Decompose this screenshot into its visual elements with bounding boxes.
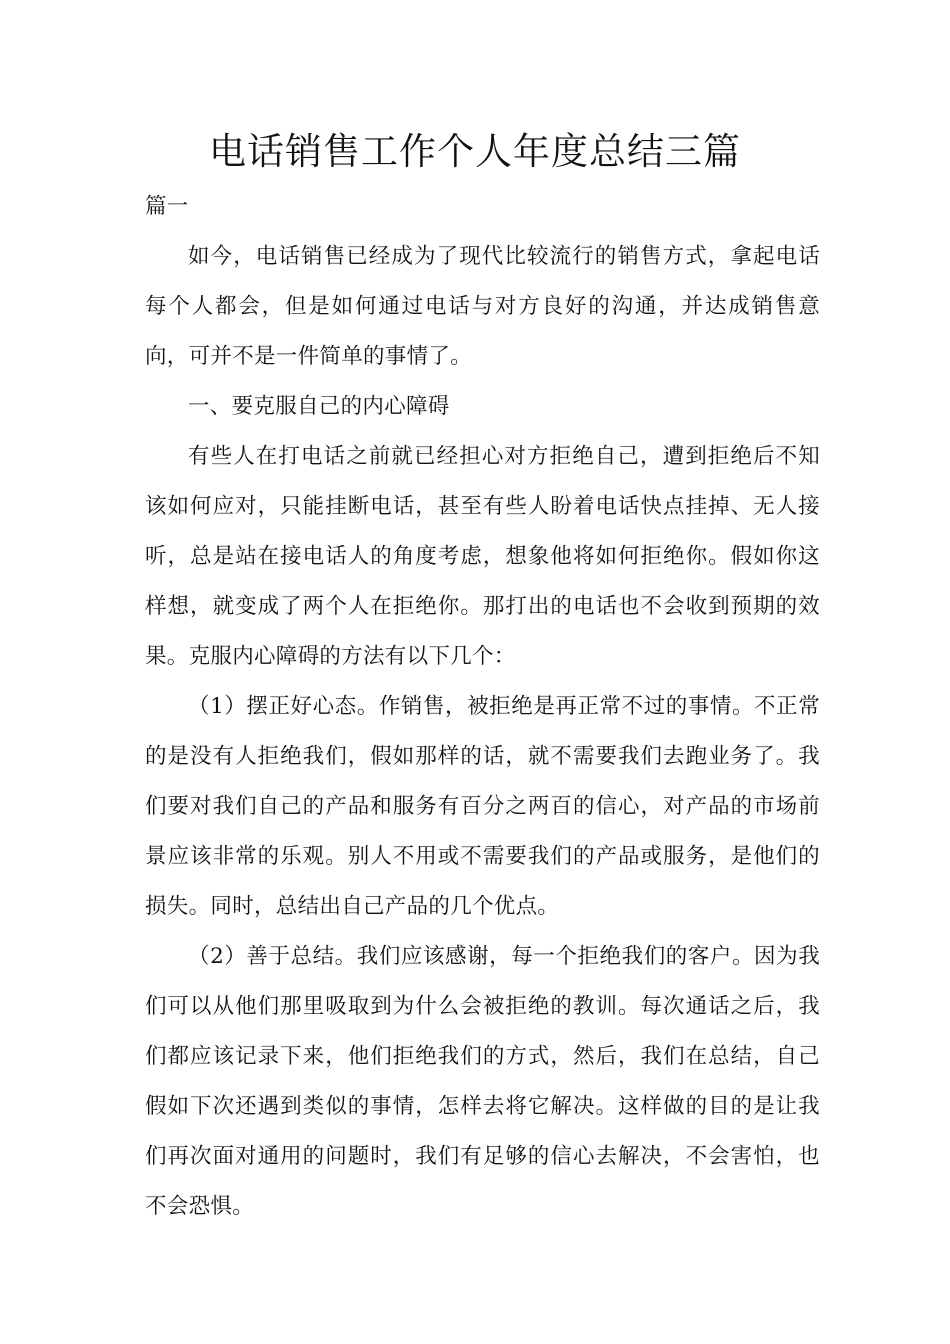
paragraph-intro: 如今，电话销售已经成为了现代比较流行的销售方式，拿起电话每个人都会，但是如何通过电话与对方良好的沟通，并达成销售意向，可并不是一件简单的事情了。 (145, 244, 820, 369)
section-label: 篇一 (145, 194, 189, 219)
paragraph-point-2: （2）善于总结。我们应该感谢，每一个拒绝我们的客户。因为我们可以从他们那里吸取到为什么会被拒绝的教训。每次通话之后，我们都应该记录下来，他们拒绝我们的方式，然后，我们在总结，自己假如下次还遇到类似的事情，怎样去将它解决。这样做的目的是让我们再次面对通用的问题时，我们有足够的信心去解决，不会害怕，也不会恐惧。 (145, 944, 820, 1219)
heading-overcome-barriers: 一、要克服自己的内心障碍 (188, 394, 450, 419)
document-body (145, 182, 820, 1232)
paragraph-point-1: （1）摆正好心态。作销售，被拒绝是再正常不过的事情。不正常的是没有人拒绝我们，假如那样的话，就不需要我们去跑业务了。我们要对我们自己的产品和服务有百分之两百的信心，对产品的市场前景应该非常的乐观。别人不用或不需要我们的产品或服务，是他们的损失。同时，总结出自己产品的几个优点。 (145, 694, 820, 919)
document-title: 电话销售工作个人年度总结三篇 (209, 130, 741, 173)
paragraph-barriers: 有些人在打电话之前就已经担心对方拒绝自己，遭到拒绝后不知该如何应对，只能挂断电话，甚至有些人盼着电话快点挂掉、无人接听，总是站在接电话人的角度考虑，想象他将如何拒绝你。假如你这样想，就变成了两个人在拒绝你。那打出的电话也不会收到预期的效果。克服内心障碍的方法有以下几个： (145, 444, 820, 669)
